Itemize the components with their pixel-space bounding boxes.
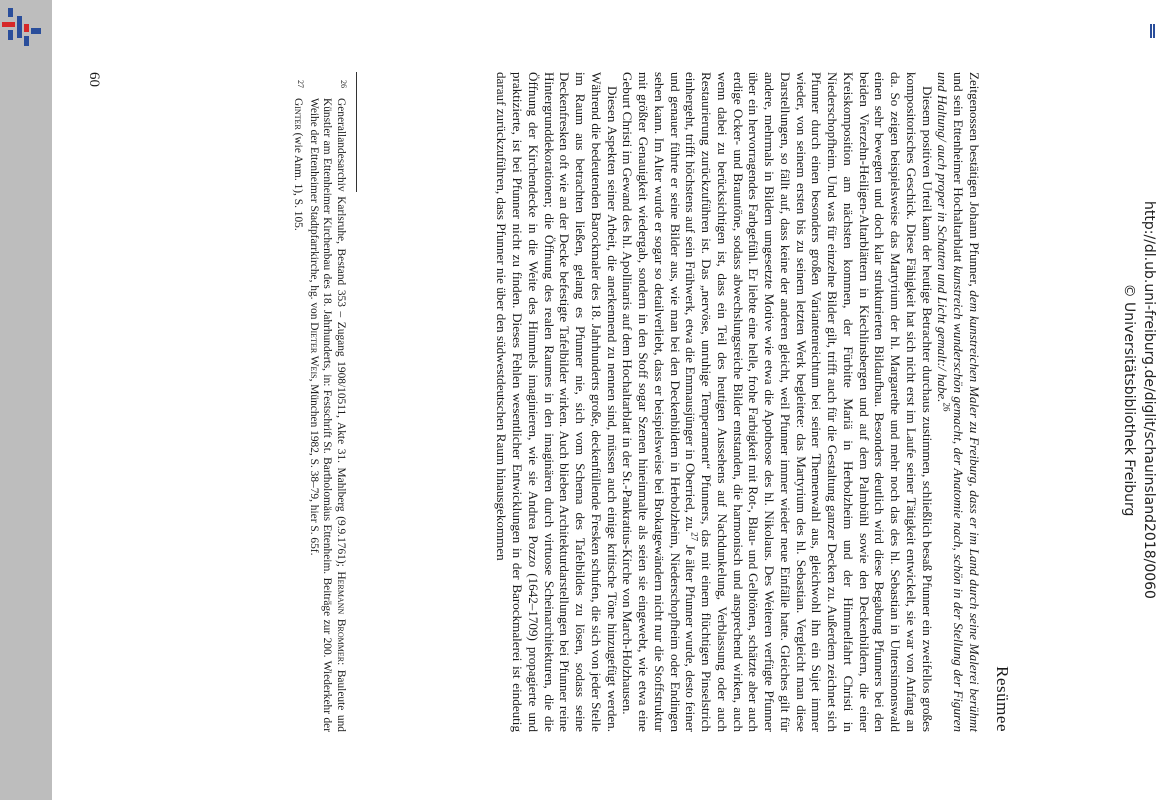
paragraph [620,72,935,732]
left-toolbar-strip [0,0,52,800]
footnotes [288,72,347,732]
body-text [494,72,982,732]
footnote [306,72,347,732]
text-run: , München 1982, S. 38–79, hier S. 65f. [307,378,320,556]
copyright-notice: © Universitätsbibliothek Freiburg [1121,283,1137,517]
corner-mark-icon [1150,24,1155,38]
paragraph [935,72,982,732]
italic-quote: kunstreich wunderschön gemacht, der Anatomie nach, schön in der Stellung der Figuren und Haltung/ auch proper in Schatten und Licht gemalt:/ habe. [935,72,967,732]
footnote-ref: 26 [941,402,952,412]
footnote [290,72,304,732]
text-run: Diesen Aspekten seiner Arbeit, die anerkennend zu nennen sind, müssen auch einige kritische Töne hinzugefügt werden. Während die bedeutenden Barockmaler des 18. Jahrhunderts große, deckenfüllende Fresken schufen, die sich von jeder Stelle im Raum aus betrachten ließen, gelang es Pfunner nie, sich vom Schema des Tafelbildes zu lösen, sodass seine Deckenfresken oft wie an der Decke befestigte Tafelbilder wirken. Auch blieben Architekturdarstellungen bei Pfunner reine Hintergrunddekorationen; die Öffnung des realen Raumes in den imaginären durch virtuose Scheinarchitekturen, die die Öffnung der Kirchendecke in die Weite des Himmels imaginieren, wie sie Andrea Pozzo (1642–1709) propagierte und praktizierte, ist bei Pfunner nicht zu finden. Dieses Fehlen wesentlicher Entwicklungen in der Barockmalerei ist eindeutig darauf zurückzuführen, dass Pfunner nie über den südwestdeutschen Raum hinausgekommen [494,72,620,732]
author-name: Dieter Weis [307,322,320,379]
text-run: (wie Anm. 1), S. 105. [291,129,304,231]
text-run: Zeitgenossen bestätigen Johann Pfunner, [967,72,982,291]
source-caption [1114,0,1159,800]
text-run: Generallandesarchiv Karlsruhe, Bestand 353 – Zugang 1908/10511, Akte 31. Mahlberg (9.9.1761); [335,98,347,572]
italic-quote: dem kunstreichen Maler zu Freiburg, dass er im Land durch seine Malerei berühmt [967,290,982,732]
running-header: Resümee [993,666,1012,732]
footnote-number: 26 [339,80,348,88]
page-number: 60 [86,72,102,87]
footnote-number: 27 [295,80,305,88]
scanned-page [76,72,1012,732]
library-logo-icon [0,0,52,52]
text-run: Diesem positiven Urteil kann der heutige Betrachter durchaus zustimmen, schließlich besaß Pfunner ein zweifellos großes kompositorisches Geschick. Diese Fähigkeit hat sich nicht erst im Laufe seiner Tätigkeit entwickelt, sie war von Anfang an da. So zeigen beispielsweise das Martyrium der hl. Margarethe und mehr noch das des hl. Sebastian in Untersimonswald einen sehr bewegten und doch klar strukturierten Bildaufbau. Besonders deutlich wird diese Begabung Pfunners bei den beiden Vierzehn-Heiligen-Altarblättern in Kiechlinsbergen und auf dem Palmbühl sowie den Deckenbildern, die einer Kreiskomposition am nächsten kommen, der Fürbitte Mariä in Herbolzheim und der Himmelfahrt Christi in Niederschopfheim. Und was für einzelne Bilder gilt, trifft auch für die Gestaltung ganzer Decken zu. Außerdem zeichnet sich Pfunner durch einen besonders großen Variantenreichtum bei seiner Themenwahl aus, gleichwohl ihn ein Sujet immer wieder, von seinem ersten bis zu seinem letzten Werk begleitete: das Martyrium des hl. Sebastian. Vergleicht man diese Darstellungen, so fällt auf, dass keine der anderen gleicht, weil Pfunner immer wieder neue Einfälle hatte. Gleiches gilt für andere, mehrmals in Bildern umgesetzte Motive wie etwa die Apotheose des hl. Nikolaus. Des Weiteren verfügte Pfunner über ein hervorragendes Farbgefühl. Er liebte eine helle, frohe Farbigkeit mit Rot-, Blau- und Gelbtönen, schätzte aber auch erdige Ocker- und Brauntöne, sodass abwechslungsreiche Bilder entstanden, die harmonisch und ansprechend wirken, auch wenn dabei zu berücksichtigen ist, dass ein Teil des heutigen Aussehens auf Nachdunkelung, Verblassung oder auch Restaurierung zurückzuführen ist. Das „nervöse, unruhige Temperament“ Pfunners, das mit einem flüchtigen Pinselstrich einhergeht, trifft höchstens auf sein Frühwerk, etwa die Emmausjünger in Oberried, zu. [683,72,935,732]
source-url[interactable]: http://dl.ub.uni-freiburg.de/diglit/schauinsland2018/0060 [1141,201,1157,599]
text-run: Je älter Pfunner wurde, desto feiner und genauer führte er seine Bilder aus, wie man bei den Deckenbildern in Herbolzheim, Niederschopfheim oder Endingen sehen kann. Im Alter wurde er sogar so detailverliebt, dass er beispielsweise bei Brokatgewändern nicht nur die Stoffstruktur mit größter Genauigkeit wiedergab, sondern in den Stoff sogar Szenen hineinmalte als seien sie eingewebt, wie etwa eine Geburt Christi im Gewand des hl. Apollinaris auf dem Hochaltarblatt in der St.-Pankratius-Kirche von March-Holzhausen. [620,72,699,732]
paragraph [494,72,620,732]
author-name: Ginter [291,98,304,130]
footnote-rule [356,72,357,192]
text-run: und sein Ettenheimer Hochaltarblatt [951,72,967,266]
author-name: Hermann Brommer [335,571,347,663]
footnote-ref: 27 [689,532,700,542]
text-run: : Bauleute und Künstler am Ettenheimer Kirchenbau des 18. Jahrhunderts, in: Festschrift St. Bartholomäus Ettenheim. Beiträge zur 200. Wiederkehr der Weihe der Ettenheimer Stadtpfarrkirche, hg. von [307,98,347,732]
